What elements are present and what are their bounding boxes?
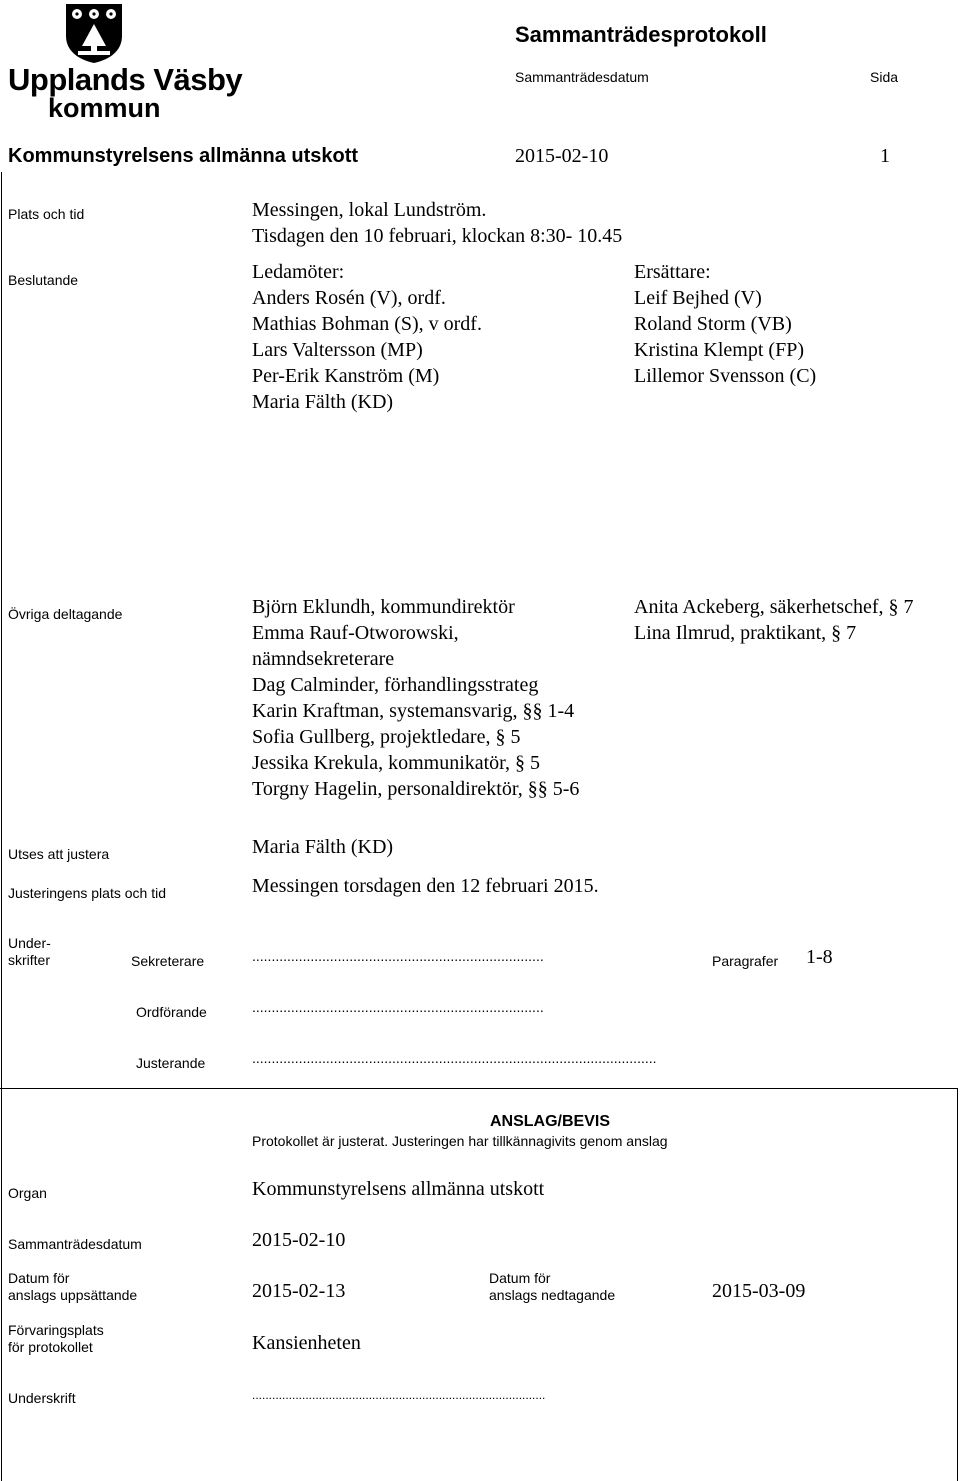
list-item: Maria Fälth (KD) <box>252 391 394 413</box>
adjuster-label: Justerande <box>136 1055 206 1071</box>
others-list-2 <box>634 594 914 646</box>
secretary-signature-line: ........................................................................... <box>252 948 544 964</box>
adjuster-signature-line: ........................................................................................................ <box>252 1050 657 1066</box>
posted-label-1: Datum för <box>8 1270 70 1286</box>
list-item: Per-Erik Kanström (M) <box>252 365 440 387</box>
storage-value: Kansienheten <box>252 1332 361 1354</box>
notice-date-value: 2015-02-10 <box>252 1229 346 1251</box>
coat-of-arms-icon <box>64 2 124 64</box>
page-label: Sida <box>870 69 899 85</box>
list-item: Mathias Bohman (S), v ordf. <box>252 313 482 335</box>
place-line: Messingen, lokal Lundström. <box>252 199 487 221</box>
adjust-value: Maria Fälth (KD) <box>252 836 394 858</box>
logo-subname: kommun <box>48 93 161 123</box>
members-list <box>252 259 482 415</box>
list-item: Anita Ackeberg, säkerhetschef, § 7 <box>634 596 914 618</box>
divider-line <box>0 1088 958 1089</box>
list-item: Roland Storm (VB) <box>634 313 792 335</box>
chair-label: Ordförande <box>136 1004 207 1020</box>
others-list-1 <box>252 594 579 802</box>
adjust-place-label: Justeringens plats och tid <box>8 885 166 901</box>
notice-title: ANSLAG/BEVIS <box>490 1113 611 1130</box>
chair-signature-line: ........................................................................... <box>252 999 544 1015</box>
list-item: nämndsekreterare <box>252 648 395 670</box>
list-item: Lina Ilmrud, praktikant, § 7 <box>634 622 857 644</box>
list-item: Lillemor Svensson (C) <box>634 365 817 387</box>
list-item: Ersättare: <box>634 261 711 283</box>
list-item: Björn Eklundh, kommundirektör <box>252 596 515 618</box>
list-item: Anders Rosén (V), ordf. <box>252 287 446 309</box>
list-item: Leif Bejhed (V) <box>634 287 762 309</box>
list-item: Emma Rauf-Otworowski, <box>252 622 459 644</box>
others-label: Övriga deltagande <box>8 606 123 622</box>
meeting-date-label: Sammanträdesdatum <box>515 69 649 85</box>
page-number: 1 <box>880 145 890 167</box>
secretary-label: Sekreterare <box>131 953 205 969</box>
list-item: Sofia Gullberg, projektledare, § 5 <box>252 726 521 748</box>
document-title: Sammanträdesprotokoll <box>515 22 767 47</box>
notice-signature-line: ........................................................................................ <box>252 1388 546 1402</box>
list-item: Torgny Hagelin, personaldirektör, §§ 5-6 <box>252 778 580 800</box>
list-item: Karin Kraftman, systemansvarig, §§ 1-4 <box>252 700 575 722</box>
left-border <box>1 172 2 1481</box>
signatures-label-2: skrifter <box>8 952 50 968</box>
meeting-date: 2015-02-10 <box>515 145 609 167</box>
time-line: Tisdagen den 10 februari, klockan 8:30- 10.45 <box>252 225 623 247</box>
list-item: Lars Valtersson (MP) <box>252 339 423 361</box>
posted-label-2: anslags uppsättande <box>8 1287 138 1303</box>
notice-date-label: Sammanträdesdatum <box>8 1236 142 1252</box>
list-item: Kristina Klempt (FP) <box>634 339 804 361</box>
list-item: Ledamöter: <box>252 261 345 283</box>
notice-subtitle: Protokollet är justerat. Justeringen har tillkännagivits genom anslag <box>252 1133 668 1149</box>
place-label: Plats och tid <box>8 206 85 222</box>
removed-value: 2015-03-09 <box>712 1280 806 1302</box>
adjust-label: Utses att justera <box>8 846 110 862</box>
adjust-place-value: Messingen torsdagen den 12 februari 2015. <box>252 875 599 897</box>
decision-label: Beslutande <box>8 272 79 288</box>
logo-name: Upplands Väsby <box>8 62 243 97</box>
organ-label: Organ <box>8 1185 47 1201</box>
organ-value: Kommunstyrelsens allmänna utskott <box>252 1178 545 1200</box>
list-item: Dag Calminder, förhandlingsstrateg <box>252 674 539 696</box>
signatures-label-1: Under- <box>8 935 51 951</box>
removed-label-1: Datum för <box>489 1270 551 1286</box>
place-value <box>252 197 622 249</box>
notice-signature-label: Underskrift <box>8 1390 76 1406</box>
removed-label-2: anslags nedtagande <box>489 1287 616 1303</box>
storage-label-2: för protokollet <box>8 1339 93 1355</box>
committee-name: Kommunstyrelsens allmänna utskott <box>8 145 359 167</box>
storage-label-1: Förvaringsplats <box>8 1322 104 1338</box>
substitutes-list <box>634 259 816 389</box>
right-border <box>957 1088 958 1481</box>
posted-value: 2015-02-13 <box>252 1280 346 1302</box>
paragraphs-value: 1-8 <box>806 946 833 968</box>
paragraphs-label: Paragrafer <box>712 953 779 969</box>
list-item: Jessika Krekula, kommunikatör, § 5 <box>252 752 541 774</box>
